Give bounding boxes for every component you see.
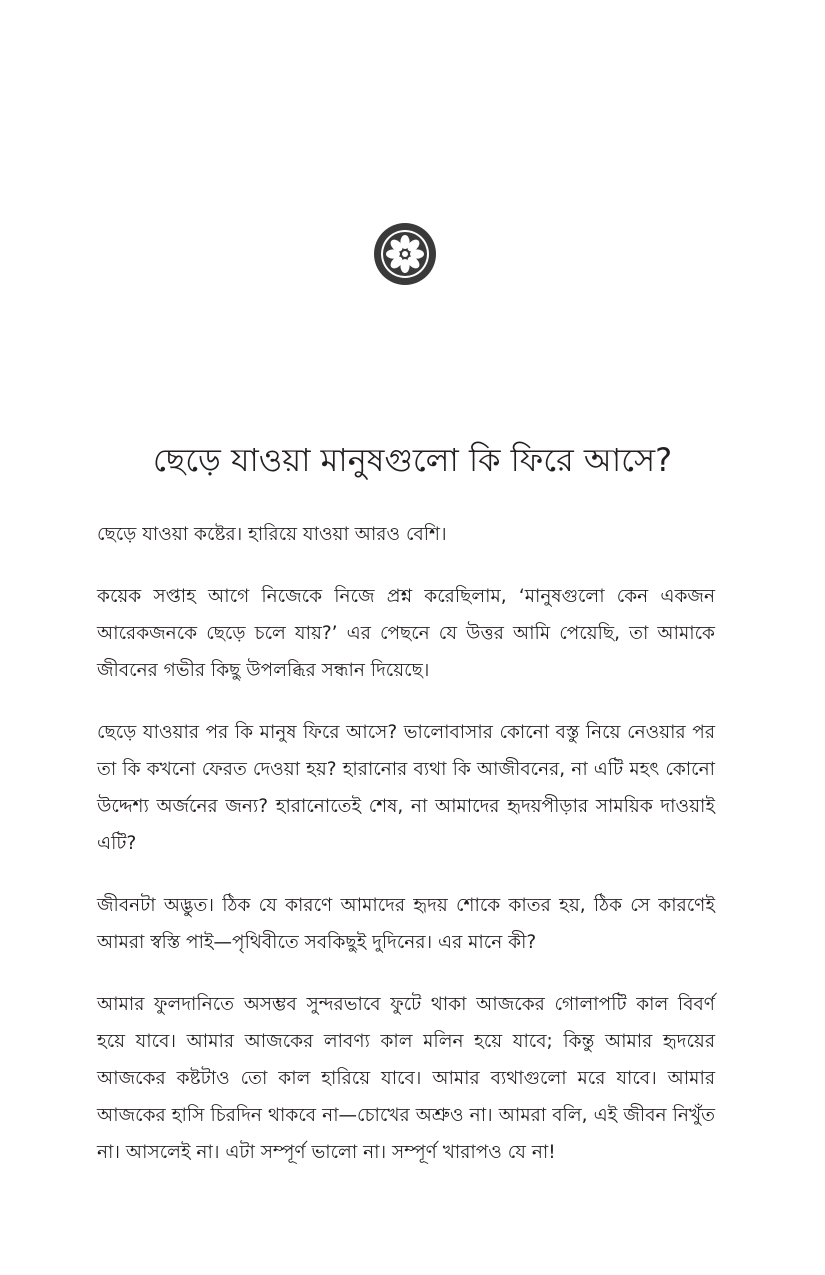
chapter-body	[97, 516, 715, 1196]
paragraph-1: ছেড়ে যাওয়া কষ্টের। হারিয়ে যাওয়া আরও বেশি।	[97, 524, 447, 545]
paragraph-4: জীবনটা অদ্ভুত। ঠিক যে কারণে আমাদের হৃদয় শোকে কাতর হয়, ঠিক সে কারণেই আমরা স্বস্তি পাই—পৃথিবীতে সবকিছুই দুদিনের। এর মানে কী?	[97, 895, 715, 953]
paragraph-3: ছেড়ে যাওয়ার পর কি মানুষ ফিরে আসে? ভালোবাসার কোনো বস্তু নিয়ে নেওয়ার পর তা কি কখনো ফেরত দেওয়া হয়? হারানোর ব্যথা কি আজীবনের, না এটি মহৎ কোনো উদ্দেশ্য অর্জনের জন্য? হারানোতেই শেষ, না আমাদের হৃদয়পীড়ার সাময়িক দাওয়াই এটি?	[97, 722, 715, 854]
paragraph-5: আমার ফুলদানিতে অসম্ভব সুন্দরভাবে ফুটে থাকা আজকের গোলাপটি কাল বিবর্ণ হয়ে যাবে। আমার আজকের লাবণ্য কাল মলিন হয়ে যাবে; কিন্তু আমার হৃদয়ের আজকের কষ্টটাও তো কাল হারিয়ে যাবে। আমার ব্যথাগুলো মরে যাবে। আমার আজকের হাসি চিরদিন থাকবে না—চোখের অশ্রুও না। আমরা বলি, এই জীবন নিখুঁত না। আসলেই না। এটা সম্পূর্ণ ভালো না। সম্পূর্ণ খারাপও যে না!	[97, 994, 715, 1163]
paragraph-2: কয়েক সপ্তাহ আগে নিজেকে নিজে প্রশ্ন করেছিলাম, ‘মানুষগুলো কেন একজন আরেকজনকে ছেড়ে চলে যায়?’ এর পেছনে যে উত্তর আমি পেয়েছি, তা আমাকে জীবনের গভীর কিছু উপলব্ধির সন্ধান দিয়েছে।	[97, 586, 715, 681]
flower-wheel-icon	[373, 222, 437, 286]
chapter-title: ছেড়ে যাওয়া মানুষগুলো কি ফিরে আসে?	[152, 441, 673, 479]
